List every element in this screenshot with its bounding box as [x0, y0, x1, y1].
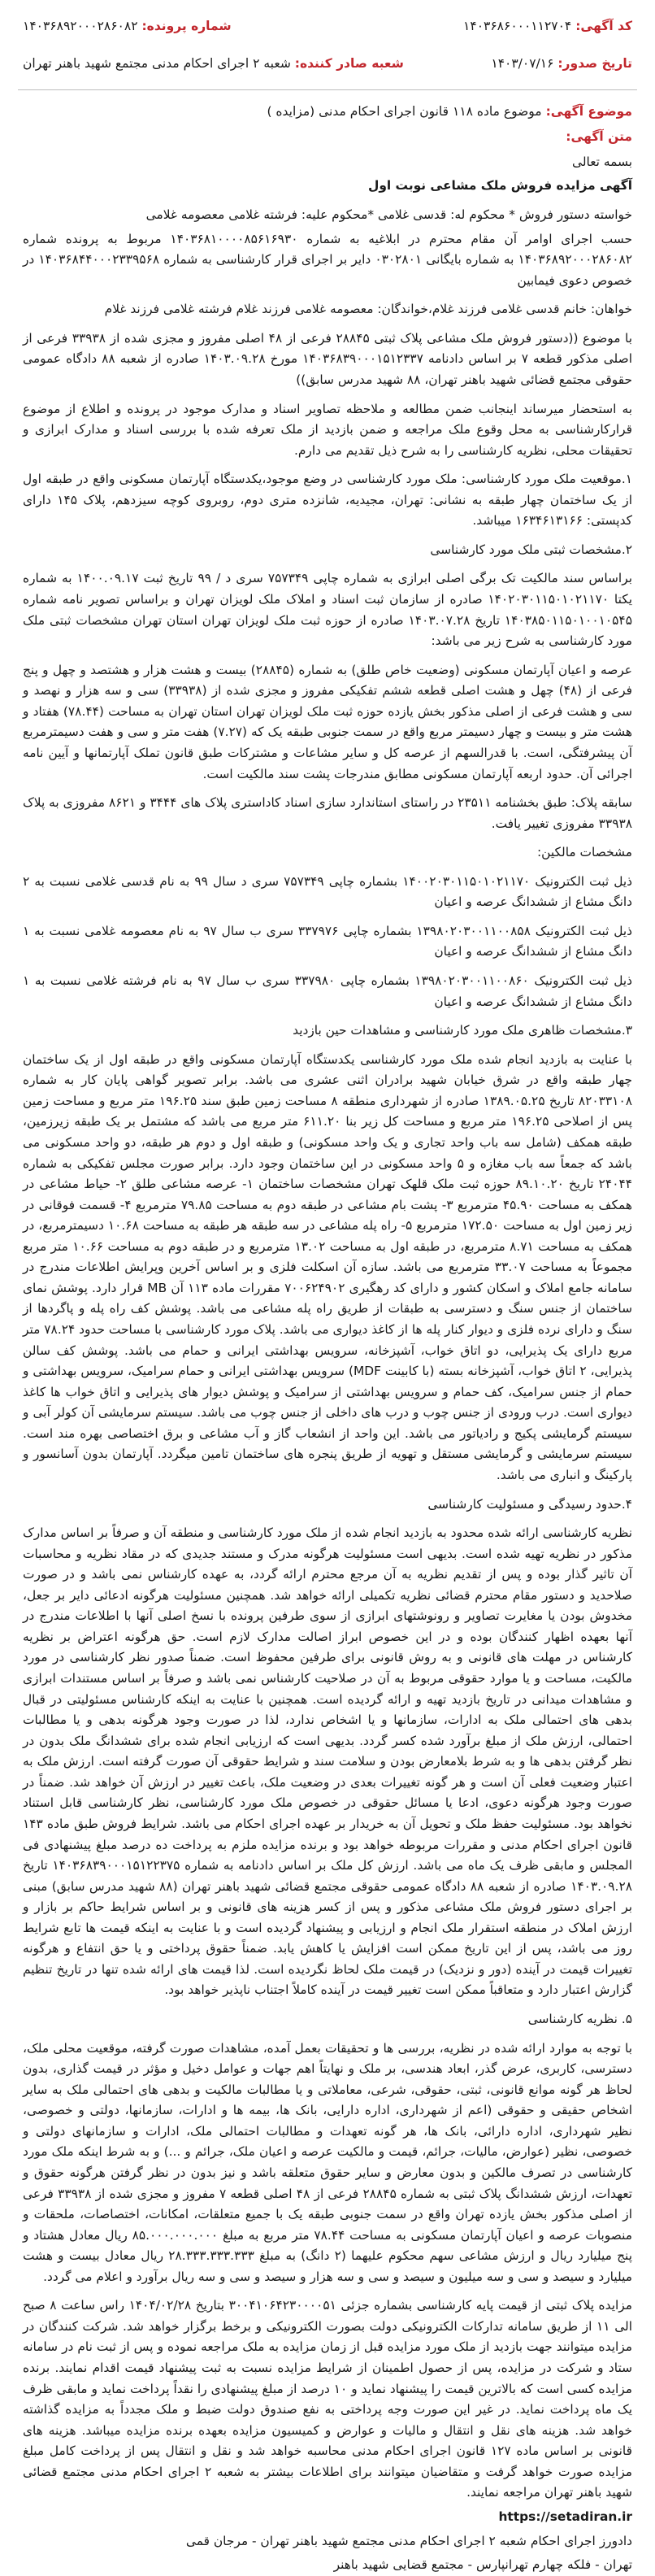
footer-officer: دادورز اجرای احکام شعبه ۲ اجرای احکام مدنی مجتمع شهید باهنر تهران - مرجان قمی [185, 2533, 632, 2548]
ad-code-field [420, 18, 632, 34]
ad-body [23, 152, 632, 2576]
owner-entry-2: ذیل ثبت الکترونیک ۱۳۹۸۰۲۰۳۰۰۱۱۰۰۸۵۸ بشماره چاپی ۳۳۷۹۷۶ سری ب سال ۹۷ به نام معصومه غلامی نسبت به ۱ دانگ مشاع از ششدانگ عرصه و اعیان [23, 923, 633, 959]
paragraph-property-spec: عرصه و اعیان آپارتمان مسکونی (وضعیت خاص طلق) به شماره (۲۸۸۴۵) بیست و هشت هزار و هشتصد و چهل و پنج فرعی از (۴۸) چهل و هشت اصلی قطعه ششم تفکیکی مفروز و مجزی شده از (۳۳۹۳۸) سی و سه هزار و نهصد و سی و هشت فرعی از اصلی مذکور بخش یازده حوزه ثبت ملک لویزان تهران استان تهران به مساحت (۷۸.۴۴) هفتاد و هشت متر و بیست و چهار دسیمتر مربع واقع در سمت جنوبی طبقه یک که (۷.۲۷) هفت متر و سی و هفت دسیمترمربع آن پیشرفتگی، است. با قدرالسهم از عرصه کل و سایر مشاعات و مشترکات طبق قانون تملک آپارتمانها و آیین نامه اجرائی آن. حدود اربعه آپارتمان مسکونی مطابق مندرجات پشت سند مالکیت است. [23, 662, 632, 781]
ad-text-label-line [23, 127, 632, 147]
paragraph-opinion: با توجه به موارد ارائه شده در نظریه، بررسی ها و تحقیقات بعمل آمده، مشاهدات صورت گرفته، موقعیت محلی ملک، دسترسی، کاربری، عرض گذر، ابعاد هندسی، بر ملک و نهایتاً اهم جهات و عوامل دخیل و مؤثر در قیمت گذاری، بدون لحاظ هر گونه موانع قانونی، ثبتی، حقوقی، شرعی، معاملاتی و یا مطالبات مالکیت و بدهی های احتمالی ملک به سایر اشخاص حقیقی و حقوقی (اعم از شهرداری، اداره دارایی، بانک ها، بیمه ها و ادارات، سازمانها، دولتی و خصوصی، نظیر شهرداری، اداره دارائی، بانک ها، هر گونه تعهدات و مطالبات احتمالی ملک، ادارات و سازمانهای دولتی و خصوصی، نظیر (عوارض، مالیات، جرائم، قیمت و مالکیت عرصه و اعیان ملک، جرائم و ...) و به شرط اینکه ملک مورد کارشناسی در تصرف مالکین و بدون معارض و سایر حقوق متعلقه باشد و نیز بدون در نظر گرفتن هرگونه حقوق و تعهدات، ارزش ششدانگ پلاک ثبتی به شماره ۲۸۸۴۵ فرعی از ۴۸ اصلی قطعه ۷ مفروز و مجزی شده از ۳۳۹۳۸ فرعی از اصلی مذکور بخش یازده تهران واقع در سمت جنوبی طبقه یک با جمیع متعلقات، امکانات، اختصاصات، ملحقات و منصوبات عرصه و اعیان آپارتمان مسکونی به مساحت ۷۸.۴۴ متر مربع به مبلغ ۸۵.۰۰۰.۰۰۰.۰۰۰ ریال معادل هشتاد و پنج میلیارد ریال و ارزش مشاعی سهم محکوم علیهما (۲ دانگ) به مبلغ ۲۸.۳۳۳.۳۳۳.۳۳۳ ریال معادل بیست و هشت میلیارد و سیصد و سی و سه میلیون و سیصد و سی و سه هزار و سیصد و سی و سه ریال برآورد و اعلام می گردد. [23, 2040, 633, 2284]
heading-opinion: ۵. نظریه کارشناسی [527, 2012, 632, 2026]
issue-date-label: تاریخ صدور: [557, 56, 632, 72]
paragraph-auction: مزایده پلاک ثبتی از قیمت پایه کارشناسی بشماره جزئی ۳۰۰۴۱۰۶۴۲۳۰۰۰۰۵۱ بتاریخ ۱۴۰۴/۰۲/۲۸ راس ساعت ۸ صبح الی ۱۱ از طریق سامانه تدارکات الکترونیکی دولت بصورت الکترونیکی و برخط برگزار خواهد شد. شرکت کنندگان در مزایده میتوانند جهت بازدید از ملک مورد مزایده قبل از زمان مزایده به ملک مراجعه نموده و پس از ثبت نام در سامانه ستاد و شرکت در مزایده، پس از حصول اطمینان از شرایط مزایده نسبت به ثبت پیشنهاد قیمت اقدام نمایند. برنده مزایده کسی است که بالاترین قیمت را پیشنهاد نماید و ۱۰ درصد از مبلغ پیشنهادی را نقداً پرداخت نماید و مابقی ظرف یک ماه پرداخت نماید. در غیر این صورت وجه پرداختی به نفع صندوق دولت ضبط و ملک مجدداً به مزایده گذاشته خواهد شد. هزینه های نقل و انتقال و مالیات و عوارض و کمیسیون مزایده بعهده برنده مزایده میباشد. هزینه های قانونی بر اساس ماده ۱۲۷ قانون اجرای احکام مدنی محاسبه خواهد شد و نقل و انتقال پس از پرداخت کامل مبلغ مزایده صورت خواهد گرفت و متقاضیان میتوانند برای اطلاعات بیشتر به شعبه ۲ اجرای احکام مدنی مجتمع قضائی شهید باهنر تهران مراجعه نمایند. [23, 2298, 633, 2500]
ad-code-value: ۱۴۰۳۶۸۶۰۰۰۱۱۲۷۰۴ [463, 19, 572, 33]
paragraph-order: حسب اجرای اوامر آن مقام محترم در ابلاغیه به شماره ۱۴۰۳۶۸۱۰۰۰۰۸۵۶۱۶۹۳۰ مربوط به پرونده شماره ۱۴۰۳۶۸۹۲۰۰۰۲۸۶۰۸۲ به شماره بایگانی ۰۳۰۲۸۰۱ دایر بر اجرای قرار کارشناسی به شماره ۱۴۰۳۶۸۴۴۰۰۰۲۳۳۹۵۶۸ در خصوص دعوی فیمابین [23, 231, 632, 288]
paragraph-location: ۱.موقعیت ملک مورد کارشناسی: ملک مورد کارشناسی در وضع موجود،یکدستگاه آپارتمان مسکونی واقع در طبقه اول از یک ساختمان چهار طبقه به نشانی: تهران، مجیدیه، شانزده متری دوم، روبروی کوچه سیزدهم، پلاک ۱۴۵ دارای کدپستی: ۱۶۳۴۶۱۳۱۶۶ میباشد. [23, 472, 632, 529]
case-number-value: ۱۴۰۳۶۸۹۲۰۰۰۲۸۶۰۸۲ [23, 19, 138, 33]
issue-date-field [420, 55, 632, 72]
header-divider [18, 89, 637, 90]
issuing-branch-label: شعبه صادر کننده: [294, 56, 404, 72]
ad-header [18, 11, 637, 72]
basmala: بسمه تعالی [572, 154, 632, 169]
subject-label: موضوع آگهی: [545, 104, 632, 120]
paragraph-request: خواسته دستور فروش * محکوم له: قدسی غلامی *محکوم علیه: فرشته غلامی معصومه غلامی [145, 207, 632, 222]
case-number-field [23, 18, 404, 34]
issuing-branch-field [23, 55, 404, 72]
paragraph-subject: با موضوع ((دستور فروش ملک مشاعی پلاک ثبتی ۲۸۸۴۵ فرعی از ۴۸ اصلی مفروز و مجزی شده از ۳۳۹۳۸ فرعی از اصلی مذکور قطعه ۷ بر اساس دادنامه ۱۴۰۳۶۸۳۹۰۰۰۱۵۱۲۳۳۷ مورخ ۱۴۰۳.۰۹.۲۸ صادره از شعبه ۸۸ دادگاه عمومی حقوقی مجتمع قضائی شهید باهنر تهران، ۸۸ شهید مدرس سابق)) [23, 330, 632, 387]
paragraph-plate-history: سابقه پلاک: طبق بخشنامه ۲۳۵۱۱ در راستای استاندارد سازی اسناد کاداستری پلاک های ۳۴۴۴ و ۸۶۲۱ مفروزی به پلاک ۳۳۹۳۸ مفروزی تغییر یافت. [23, 795, 632, 831]
heading-owners: مشخصات مالکین: [537, 845, 632, 860]
issuing-branch-value: شعبه ۲ اجرای احکام مدنی مجتمع شهید باهنر تهران [23, 56, 291, 72]
paragraph-deed: براساس سند مالکیت تک برگی اصلی ابرازی به شماره چاپی ۷۵۷۳۴۹ سری د / ۹۹ تاریخ ثبت ۱۴۰۰.۰۹.۱۷ به شماره یکتا ۱۴۰۲۰۳۰۱۱۵۰۱۰۲۱۱۷۰ صادره از سازمان ثبت اسناد و املاک ملک لویزان تهران و براساس تصویر نامه شماره ۱۴۰۳۸۵۰۱۱۵۰۱۰۰۱۰۵۴۵ تاریخ ۱۴۰۳.۰۷.۲۸ صادره از حوزه ثبت ملک لویزان تهران استان تهران مشخصات ثبتی ملک مورد کارشناسی به شرح زیر می باشد: [23, 571, 632, 649]
paragraph-parties: خواهان: خانم قدسی غلامی فرزند غلام،خواندگان: معصومه غلامی فرزند غلام فرشته غلامی فرزند غلام [104, 302, 632, 317]
heading-physical-specs: ۳.مشخصات ظاهری ملک مورد کارشناسی و مشاهدات حین بازدید [293, 1023, 632, 1038]
ad-text-label: متن آگهی: [566, 129, 632, 145]
setad-link-line [23, 2507, 632, 2528]
subject-line [23, 102, 632, 122]
paragraph-scope: نظریه کارشناسی ارائه شده محدود به بازدید انجام شده از ملک مورد کارشناسی و منطقه آن و صرفاً بر اساس مدارک مذکور در نظریه تهیه شده است. بدیهی است مسئولیت هرگونه مدرک و مستند جدیدی که در مقاد نظریه و محاسبات آن تاثیر گذار بوده و پس از تقدیم نظریه به آن مرجع محترم ارائه گردد، به عهده کارشناس نمی باشد و در صورت صلاحدید و دستور مقام محترم قضائی نظریه تکمیلی ارائه خواهد شد. همچنین مسئولیت هرگونه ادعائی دایر بر جعل، مخدوش بودن یا مغایرت تصاویر و رونوشتهای ابرازی از سوی طرفین پرونده با نسخ اصلی آنها با اطلاعات مندرج در آنها بعهده اظهار کنندگان بوده و در این خصوص ابراز اصالت مدارک لازم است. حق هرگونه اعتراض بر نظریه کارشناس در مهلت های قانونی و به روش قانونی برای طرفین محفوظ است. ضمناً صدور نظر کارشناسی در مورد مالکیت، مساحت و یا موارد حقوقی مربوط به آن در صلاحیت کارشناس نمی باشد و صرفاً بر اساس مستندات ابرازی و مشاهدات میدانی در تاریخ بازدید تهیه و ارائه گردیده است. همچنین با عنایت به اینکه کارشناس مسئولیتی در قبال بدهی های احتمالی ملک به ادارات، سازمانها و یا اشخاص ندارد، لذا در صورت وجود هرگونه بدهی و یا مطالبات احتمالی، ارزش ملک از مبلغ برآورد شده کسر گردد. بدیهی است که ارزیابی انجام شده برای ششدانگ ملک بدون در نظر گرفتن بدهی ها و به شرط بلامعارض بودن و سلامت سند و شرایط حقوقی آن صورت گرفته است. ارزش ملک به اعتبار وضعیت فعلی آن است و هر گونه تغییرات بعدی در وضعیت ملک، باعث تغییر در ارزش آن خواهد شد. ضمناً در صورت وجود هرگونه دعوی، ادعا یا مسائل حقوقی در خصوص ملک مورد کارشناسی، نظر کارشناسی قابل استناد نخواهد بود. مسئولیت حفظ ملک و تحویل آن به خریدار بر عهده اجرای احکام می باشد. شرایط فروش طبق ماده ۱۴۳ قانون اجرای احکام مدنی و مقررات مربوطه خواهد بود و برنده مزایده ملزم به پرداخت ده درصد مبلغ پیشنهادی فی المجلس و مابقی ظرف یک ماه می باشد. ارزش کل ملک بر اساس دادنامه به شماره ۱۴۰۳۶۸۳۹۰۰۰۱۵۱۲۲۳۷۵ تاریخ ۱۴۰۳.۰۹.۲۸ صادره از شعبه ۸۸ دادگاه عمومی حقوقی مجتمع قضائی شهید باهنر تهران (۸۸ شهید مدرس سابق) مبنی بر اجرای دستور فروش ملک مشاعی مذکور و پس از کسر هزینه های قانونی و بر اساس شرایط حاکم بر بازار و ارزش املاک در منطقه استقرار ملک انجام و ارزیابی و پیشنهاد گردیده است و با عنایت به اینکه قیمت ها تابع شرایط روز می باشد، پس از این تاریخ ممکن است افزایش یا کاهش یابد. ضمناً حقوق پرداختی و یا حق انتفاع و هرگونه تغییرات قیمت در آینده (دور و نزدیک) در قیمت ملک لحاظ نگردیده است. لذا قیمت های ارائه شده تنها در تاریخ تنظیم گزارش اعتبار دارد و متعاقباً ممکن است تغییر قیمت در آینده کاملاً اجتناب ناپذیر خواهد بود. [23, 1525, 632, 1998]
owner-entry-1: ذیل ثبت الکترونیک ۱۴۰۰۲۰۳۰۱۱۵۰۱۰۲۱۱۷۰ بشماره چاپی ۷۵۷۳۴۹ سری د سال ۹۹ به نام قدسی غلامی نسبت به ۲ دانگ مشاع از ششدانگ عرصه و اعیان [23, 873, 632, 910]
heading-scope: ۴.حدود رسیدگی و مسئولیت کارشناسی [427, 1496, 632, 1512]
ad-title: آگهی مزایده فروش ملک مشاعی نوبت اول [367, 178, 632, 194]
issue-date-value: ۱۴۰۳/۰۷/۱۶ [491, 56, 554, 72]
setad-link[interactable]: https://setadiran.ir [498, 2509, 632, 2524]
paragraph-intro: به استحضار میرساند اینجانب ضمن مطالعه و ملاحظه تصاویر اسناد و مدارک موجود در پرونده و اطلاع از موضوع قرارکارشناسی به محل وقوع ملک مراجعه و ضمن بازدید از ملک تعرفه شده با بررسی اسناد و مدارک ابرازی و تحقیقات محلی، نظریه کارشناسی را به شرح ذیل تقدیم می دارم. [23, 401, 632, 458]
owner-entry-3: ذیل ثبت الکترونیک ۱۳۹۸۰۲۰۳۰۰۱۱۰۰۸۶۰ بشماره چاپی ۳۳۷۹۸۰ سری ب سال ۹۷ به نام فرشته غلامی نسبت به ۱ دانگ مشاع از ششدانگ عرصه و اعیان [23, 973, 632, 1009]
case-number-label: شماره پرونده: [141, 19, 232, 33]
ad-code-label: کد آگهی: [575, 19, 632, 33]
footer-address: تهران - فلکه چهارم تهرانپارس - مجتمع قضایی شهید باهنر [333, 2557, 632, 2573]
paragraph-physical-specs: با عنایت به بازدید انجام شده ملک مورد کارشناسی یکدستگاه آپارتمان مسکونی واقع در طبقه اول از یک ساختمان چهار طبقه واقع در شرق خیابان شهید برادران اثنی عشری می باشد. برابر تصویر گواهی پایان کار به شماره ۸۲۰۳۳۱۰۸ تاریخ ۱۳۸۹.۰۵.۲۵ صادره از شهرداری منطقه ۸ مساحت زمین طبق سند ۱۹۶.۲۵ متر مربع و مساحت زمین پس از اصلاحی ۱۹۶.۲۵ متر مربع و مساحت کل زیر بنا ۶۱۱.۲۰ متر مربع می باشد که مشتمل بر یک طبقه زیرزمین، طبقه همکف (شامل سه باب واحد تجاری و یک واحد مسکونی) و طبقه اول و دوم هر طبقه، دو واحد مسکونی می باشد که جمعاً سه باب مغازه و ۵ واحد مسکونی در این ساختمان وجود دارد. برابر صورت مجلس تفکیکی به شماره ۲۴۰۴۴ تاریخ ۸۹.۱۰.۲۰ حوزه ثبت ملک قلهک تهران مشخصات ساختمان ۱- عرصه مشاعی طلق ۲- حیاط مشاعی در همکف به مساحت ۴۵.۹۰ مترمربع ۳- پشت بام مشاعی در طبقه دوم به مساحت ۷۹.۸۵ مترمربع ۴- قسمت فوقانی در زیر زمین اول به مساحت ۱۷۲.۵۰ مترمربع ۵- راه پله مشاعی در سه طبقه هر طبقه به مساحت ۱۰.۶۸ دسیمترمربع، در همکف به مساحت ۸.۷۱ مترمربع، در طبقه اول به مساحت ۱۳.۰۲ مترمربع و در طبقه دوم به مساحت ۱۰.۶۶ متر مربع مجموعاً به مساحت ۳۳.۰۷ مترمربع می باشد. سازه آن اسکلت فلزی و بر اساس آخرین وپرایش اطلاعات مندرج در سامانه جامع املاک و اسکان کشور و دارای کد رهگیری ۷۰۰۶۲۴۹۰۲ مقررات ماده ۱۱۳ آن MB قرار دارد. پوشش نمای ساختمان از جنس سنگ و دسترسی به طبقات از طریق راه پله مشاعی می باشد. پوشش کف راه پله و پاگردها از سنگ و دارای نرده فلزی و دیوار کنار پله ها از کاغذ دیواری می باشد. پلاک مورد کارشناسی با مساحت حدود ۷۸.۲۴ متر مربع دارای یک پذیرایی، دو اتاق خواب، آشپزخانه، سرویس بهداشتی ایرانی و حمام می باشد. پوشش کف سالن پذیرایی، ۲ اتاق خواب، آشپزخانه بسته (با کابینت MDF) سرویس بهداشتی ایرانی و حمام سرامیک، سرویس بهداشتی و حمام از جنس سرامیک، کف حمام و سرویس بهداشتی از سرامیک و پوشش دیوار های پذیرایی و اتاق خواب ها کاغذ دیواری است. درب ورودی از جنس چوب و درب های داخلی از جنس چوب می باشد. سیستم سرمایشی آن کولر آبی و سیستم گرمایشی پکیج و رادیاتور می باشد. این واحد از انشعاب گاز و آب مشاعی و برق اختصاصی بهره مند است. سیستم سرمایشی و گرمایشی مستقل و تهویه از طریق پنجره های ساختمان تامین میگردد. آپارتمان بدون آسانسور و پارکینگ و انباری می باشد. [23, 1051, 633, 1482]
heading-registration: ۲.مشخصات ثبتی ملک مورد کارشناسی [430, 542, 632, 557]
subject-value: موضوع ماده ۱۱۸ قانون اجرای احکام مدنی (مزایده ) [267, 104, 542, 120]
